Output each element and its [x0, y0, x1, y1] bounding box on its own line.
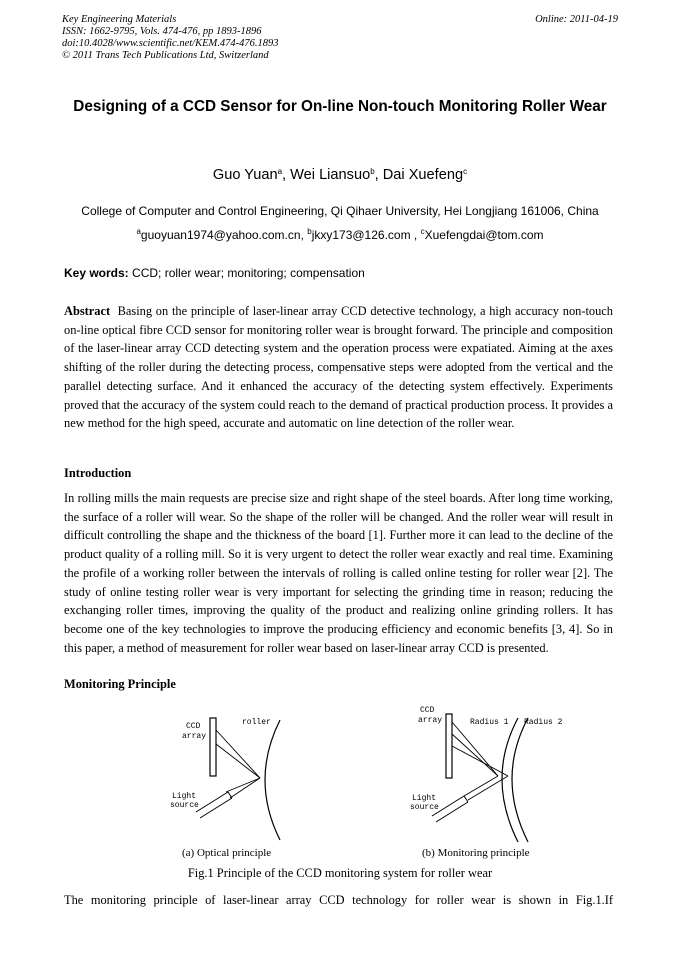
email-sup: b — [307, 227, 312, 236]
doi: doi:10.4028/www.scientific.net/KEM.474-476.1893 — [62, 38, 279, 49]
monitoring-heading: Monitoring Principle — [64, 677, 176, 691]
light-source-tube — [196, 792, 232, 818]
journal-name: Key Engineering Materials — [62, 14, 177, 25]
subcaption-a: (a) Optical principle — [182, 847, 272, 859]
author-name: Guo Yuan — [212, 167, 278, 183]
light-label: source — [170, 801, 199, 810]
radius-1-label: Radius 1 — [470, 718, 509, 727]
introduction-text: In rolling mills the main requests are precise size and right shape of the steel boards. After long time working, the surface of a roller will wear. So the shape of the roller will be changed. And the roller wear will result in difficult controlling the shape and the thickness of the board [1]. Further more it can lead to the decline of the product quality of a rolling mill. So it is very urgent to detect the roller wear exactly and real time. Examining the profile of a working roller between the intervals of rolling is called online testing for roller wear [2]. The study of online testing roller wear is very important for selecting the grinding time in reason; reducing the exchanging roller times, improving the quality of the product and realizing online grinding rollers. It has become one of the key technologies to improve the producing efficiency and economic benefits [3, 4]. So in this paper, a method of measurement for roller wear based on laser-linear array CCD is presented. — [64, 491, 613, 655]
email-list: $^a$guoyuan1974@yahoo.com.cn, $^b$jkxy173@126.com , $^c$Xuefengdai@tom.com — [136, 227, 544, 242]
reflected-ray — [216, 744, 260, 778]
roller-label: roller — [242, 718, 271, 727]
ccd-label: array — [418, 716, 443, 725]
radius-2-curve — [512, 718, 528, 842]
figure-caption: Fig.1 Principle of the CCD monitoring system for roller wear — [187, 866, 493, 880]
panel-b-diagram — [410, 706, 563, 842]
light-label: source — [410, 803, 439, 812]
reflected-ray — [216, 730, 260, 778]
email-link[interactable]: jkxy173@126.com — [311, 228, 411, 242]
ccd-label: array — [182, 732, 207, 741]
copyright: © 2011 Trans Tech Publications Ltd, Switzerland — [62, 50, 269, 61]
incident-ray — [230, 778, 260, 798]
journal-issn: ISSN: 1662-9795, Vols. 474-476, pp 1893-1896 — [62, 26, 262, 37]
affiliation: College of Computer and Control Engineering, Qi Qihaer University, Hei Longjiang 161006, China — [81, 204, 599, 218]
email-sup: c — [420, 227, 425, 236]
ccd-label: CCD — [186, 722, 201, 731]
incident-ray — [226, 778, 260, 792]
reflected-ray — [452, 734, 498, 776]
online-date: Online: 2011-04-19 — [535, 14, 618, 25]
ccd-label: CCD — [420, 706, 435, 715]
author-sup: c — [463, 167, 468, 176]
author-name: Wei Liansuo — [290, 167, 371, 183]
keywords-text: CCD; roller wear; monitoring; compensation — [132, 266, 365, 280]
reflected-ray — [452, 746, 508, 776]
roller-curve — [265, 720, 280, 840]
incident-ray — [464, 776, 498, 796]
author-list: Guo Yuan$^a$, Wei Liansuo$^b$, Dai Xuefeng$^c$ — [212, 167, 468, 183]
ccd-array-bar — [446, 714, 452, 778]
keywords — [64, 264, 620, 282]
reflected-ray — [452, 722, 498, 776]
introduction-heading: Introduction — [64, 466, 132, 480]
figure-1 — [150, 700, 570, 850]
radius-2-label: Radius 2 — [524, 718, 563, 727]
keywords-label: Key words: — [64, 266, 129, 280]
body-text-last-line: The monitoring principle of laser-linear array CCD technology for roller wear is shown in Fig.1.If — [64, 893, 613, 907]
abstract-text: Basing on the principle of laser-linear array CCD detective technology, a high accuracy non-touch on-line optical fibre CCD sensor for monitoring roller wear is brought forward. The principle and composition of the laser-linear array CCD detecting system and the operation process were expatiated. Aiming at the axes shifting of the roller during the detecting process, compensative steps were adopted from the vertical and the parallel detecting surface. And it enhanced the accuracy of the detecting system effectively. Experiments proved that the accuracy of the system could reach to the demand of practical production process. It provides a new method for the high speed, accurate and automatic on line detection of the roller wear. — [64, 304, 613, 431]
light-label: Light — [172, 792, 197, 801]
light-label: Light — [412, 794, 437, 803]
subcaption-b: (b) Monitoring principle — [422, 847, 530, 859]
abstract — [64, 302, 613, 433]
ccd-array-bar — [210, 718, 216, 776]
panel-a-diagram — [170, 718, 280, 840]
author-sup: a — [277, 167, 283, 176]
author-sup: b — [370, 167, 375, 176]
radius-1-curve — [502, 718, 518, 842]
journal-header — [62, 14, 618, 62]
email-sup: a — [136, 227, 141, 236]
author-name: Dai Xuefeng — [382, 167, 464, 183]
abstract-label: Abstract — [64, 304, 111, 318]
paper-title: Designing of a CCD Sensor for On-line Non-touch Monitoring Roller Wear — [73, 98, 607, 115]
email-link[interactable]: Xuefengdai@tom.com — [424, 228, 544, 242]
email-link[interactable]: guoyuan1974@yahoo.com.cn — [140, 228, 301, 242]
